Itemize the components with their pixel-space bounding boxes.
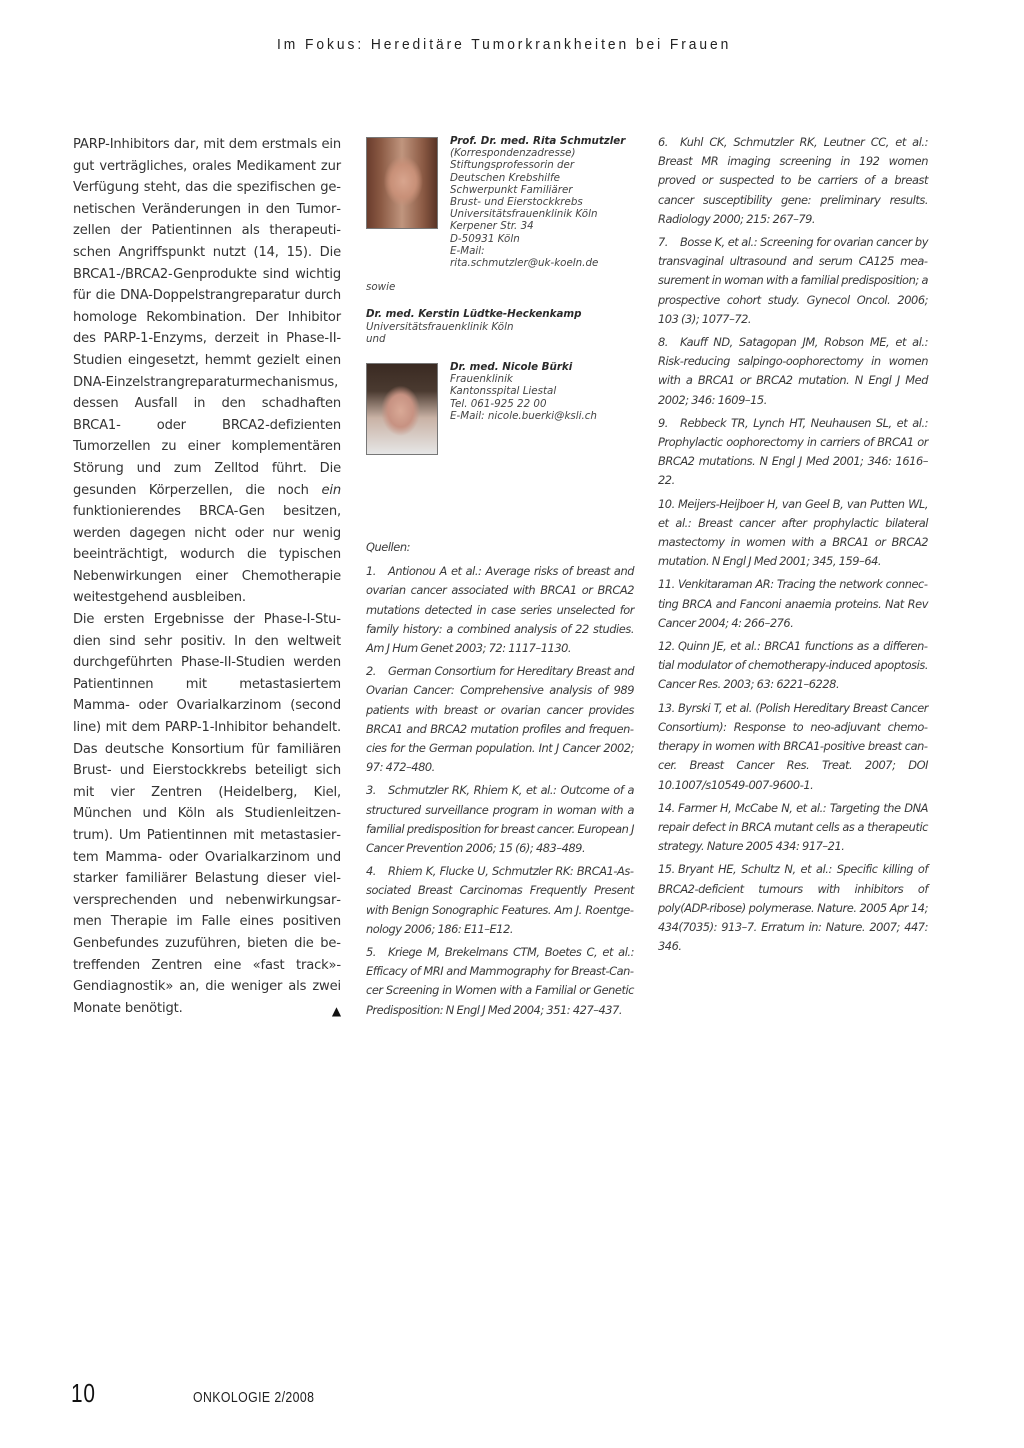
reference-item: 13. Byrski T, et al. (Polish Hereditary Breast Cancer Consortium): Response to neo-adjuvant chemotherapy in women with BRCA1-positive breast cancer. Breast Cancer Res. Treat. 2007; DOI 10.1007/s10549-007-9600-1. (658, 700, 928, 792)
journal-issue: ONKOLOGIE 2/2008 (193, 1389, 315, 1406)
reference-item: 3. Schmutzler RK, Rhiem K, et al.: Outcome of a structured surveillance program in woman with a familial predisposition for breast cancer. European J Cancer Prevention 2006; 15 (6); 483–489. (366, 783, 634, 856)
running-header: Im Fokus: Hereditäre Tumorkrankheiten bei Frauen (277, 36, 732, 53)
author-photo (366, 363, 438, 455)
body-paragraph: Die ersten Ergebnisse der Phase-I-Studien sind sehr positiv. In den weltweit durchgeführten Phase-II-Studien werden Patientinnen mit metastasiertem Mamma- oder Ovarialkarzinom (second line) mit dem PARP-1-Inhibitor behandelt. Das deutsche Konsortium für familiären Brust- und Eierstockkrebs beteiligt sich mit vier Zentren (Heidelberg, Kiel, München und Köln als Studienleitzentrum). Um Patientinnen mit metastasiertem Mamma- oder Ovarialkarzinom und starker familiärer Belastung dieser vielversprechenden und nebenwirkungsarmen Therapie im Falle eines positiven Genbefundes zuzuführen, bieten die betreffenden Zentren eine «fast track»-Gendiagnostik» an, die weniger als zwei Monate benötigt. ▲ (73, 609, 341, 1019)
body-text-column (73, 134, 341, 1022)
author-email-link[interactable]: rita.schmutzler@uk-koeln.de (450, 257, 599, 270)
reference-item: 10. Meijers-Heijboer H, van Geel B, van Putten WL, et al.: Breast cancer after prophylactic bilateral mastectomy in women with a BRCA1 or BRCA2 mutation. N Engl J Med 2001; 345, 159–64. (658, 496, 928, 569)
author-name: Dr. med. Nicole Bürki (450, 361, 573, 374)
conjunction-sowie: sowie (366, 281, 396, 294)
emphasis: ein (321, 482, 342, 498)
conjunction-und: und (366, 332, 386, 345)
reference-item: 2. German Consortium for Hereditary Breast and Ovarian Cancer: Comprehensive analysis of 989 patients with breast or ovarian cancer provides BRCA1 and BRCA2 mutation profiles and frequencies for the German population. Int J Cancer 2002; 97: 472–480. (366, 664, 634, 775)
author-block-buerki: Dr. med. Nicole Bürki Frauenklinik Kantonsspital Liestal Tel. 061-925 22 00 E-Mail: nicole.buerki@ksli.ch (366, 361, 636, 461)
body-paragraph: PARP-Inhibitors dar, mit dem erstmals ein gut verträgliches, orales Medikament zur Verfügung steht, das die spezifischen genetischen Veränderungen in den Tumorzellen der Patientinnen als therapeutischen Angriffspunkt nutzt (14, 15). Die BRCA1-/BRCA2-Genprodukte sind wichtig für die DNA-Doppelstrangreparatur durch homologe Rekombination. Der Inhibitor des PARP-1-Enzyms, derzeit in Phase-II-Studien eingesetzt, hemmt gezielt einen DNA-Einzelstrangreparaturmechanismus, dessen Ausfall in den schadhaften BRCA1- oder BRCA2-defizienten Tumorzellen zu einer komplementären Störung und zum Zelltod führt. Die gesunden Körperzellen, die noch ein funktionierendes BRCA-Gen besitzen, werden dagegen nicht oder nur wenig beeinträchtigt, wodurch die typischen Nebenwirkungen einer Chemotherapie weitestgehend ausbleiben. (73, 137, 342, 606)
author-name: Prof. Dr. med. Rita Schmutzler (450, 135, 626, 147)
reference-item: 11. Venkitaraman AR: Tracing the network connecting BRCA and Fanconi anaemia proteins. Nat Rev Cancer 2004; 4: 266–276. (658, 577, 928, 630)
reference-item: 14. Farmer H, McCabe N, et al.: Targeting the DNA repair defect in BRCA mutant cells as a therapeutic strategy. Nature 2005 434: 917–21. (658, 800, 928, 854)
reference-item: 7. Bosse K, et al.: Screening for ovarian cancer by transvaginal ultrasound and serum CA125 measurement in woman with a familial predisposition; a prospective cohort study. Gynecol Oncol. 2006; 103 (3); 1077–72. (658, 235, 928, 326)
reference-item: 12. Quinn JE, et al.: BRCA1 functions as a differential modulator of chemotherapy-induced apoptosis. Cancer Res. 2003; 63: 6221–6228. (658, 639, 928, 692)
reference-item: 1. Antionou A et al.: Average risks of breast and ovarian cancer associated with BRCA1 or BRCA2 mutations detected in case series unselected for family history: a combined analysis of 22 studies. Am J Hum Genet 2003; 72: 1117–1130. (366, 564, 634, 656)
reference-item: 8. Kauff ND, Satagopan JM, Robson ME, et al.: Risk-reducing salpingo-oophorectomy in women with a BRCA1 or BRCA2 mutation. N Engl J Med 2002; 346: 1609–15. (658, 335, 928, 407)
page-number: 10 (71, 1378, 96, 1408)
author-email-link[interactable]: E-Mail: nicole.buerki@ksli.ch (450, 409, 597, 422)
reference-item: 6. Kuhl CK, Schmutzler RK, Leutner CC, et al.: Breast MR imaging screening in 192 women proved or suspected to be carriers of a breast cancer susceptibility gene: preliminary results. Radiology 2000; 215: 267–79. (658, 135, 928, 226)
references-heading: Quellen: (366, 540, 410, 554)
reference-item: 15. Bryant HE, Schultz N, et al.: Specific killing of BRCA2-deficient tumours with inhibitors of poly(ADP-ribose) polymerase. Nature. 2005 Apr 14; 434(7035): 913–7. Erratum in: Nature. 2007; 447: 346. (658, 862, 928, 954)
references-list-part1 (366, 538, 634, 1024)
author-block-luedtke: Dr. med. Kerstin Lüdtke-Heckenkamp Universitätsfrauenklinik Köln und (366, 308, 636, 345)
author-photo (366, 137, 438, 229)
author-contacts (366, 135, 636, 461)
end-of-article-triangle-icon: ▲ (331, 1003, 341, 1018)
references-list-part2 (658, 133, 928, 960)
reference-item: 5. Kriege M, Brekelmans CTM, Boetes C, et al.: Efficacy of MRI and Mammography for Breast-Cancer Screening in Women with a Familial or Genetic Predisposition: N Engl J Med 2004; 351: 427–437. (366, 945, 634, 1017)
reference-item: 9. Rebbeck TR, Lynch HT, Neuhausen SL, et al.: Prophylactic oophorectomy in carriers of BRCA1 or BRCA2 mutations. N Engl J Med 2001; 346: 1616–22. (658, 415, 928, 488)
author-block-schmutzler: Prof. Dr. med. Rita Schmutzler (Korrespondenzadresse) Stiftungsprofessorin der Deutschen Krebshilfe Schwerpunkt Familiärer Brust- und Eierstockkrebs Universitätsfrauenklinik Köln Kerpener Str. 34 D-50931 Köln E-Mail: rita.schmutzler@uk-koeln.de (366, 135, 636, 269)
author-name: Dr. med. Kerstin Lüdtke-Heckenkamp (366, 308, 582, 321)
reference-item: 4. Rhiem K, Flucke U, Schmutzler RK: BRCA1-Associated Breast Carcinomas Frequently Present with Benign Sonographic Features. Am J. Roentgenology 2006; 186: E11–E12. (366, 864, 634, 936)
